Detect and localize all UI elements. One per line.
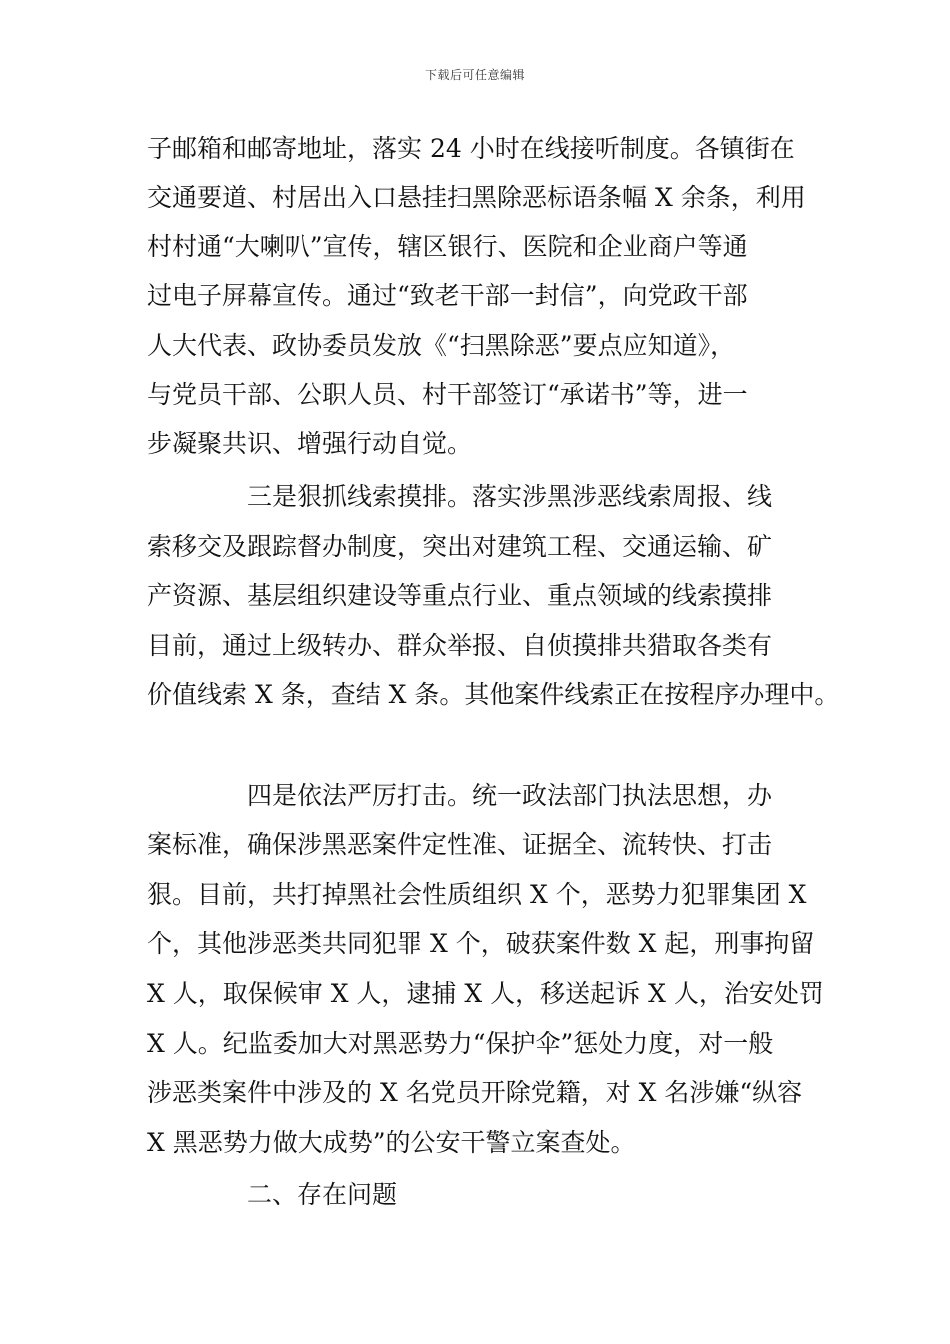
- text-line: 索移交及跟踪督办制度，突出对建筑工程、交通运输、矿: [147, 532, 773, 561]
- text-line: 狠。目前，共打掉黑社会性质组织 X 个，恶势力犯罪集团 X: [147, 880, 807, 909]
- text-line: 涉恶类案件中涉及的 X 名党员开除党籍，对 X 名涉嫌“纵容: [147, 1078, 803, 1107]
- paragraph-heading-line: 三是狠抓线索摸排。落实涉黑涉恶线索周报、线: [247, 482, 773, 511]
- text-line: X 人。纪监委加大对黑恶势力“保护伞”惩处力度，对一般: [147, 1029, 774, 1058]
- text-line: 价值线索 X 条，查结 X 条。其他案件线索正在按程序办理中。: [147, 680, 840, 709]
- text-line: 交通要道、村居出入口悬挂扫黑除恶标语条幅 X 余条，利用: [147, 183, 806, 212]
- paragraph-heading-line: 四是依法严厉打击。统一政法部门执法思想，办: [247, 781, 773, 810]
- text-line: 过电子屏幕宣传。通过“致老干部一封信”，向党政干部: [147, 281, 748, 310]
- page-header: 下载后可任意编辑: [424, 68, 525, 82]
- text-line: 案标准，确保涉黑恶案件定性准、证据全、流转快、打击: [147, 830, 773, 859]
- text-line: 步凝聚共识、增强行动自觉。: [147, 429, 473, 458]
- text-line: 人大代表、政协委员发放《“扫黑除恶”要点应知道》，: [147, 331, 736, 360]
- text-line: 目前，通过上级转办、群众举报、自侦摸排共猎取各类有: [147, 631, 773, 660]
- text-line: 村村通“大喇叭”宣传，辖区银行、医院和企业商户等通: [147, 232, 748, 261]
- text-line: X 黑恶势力做大成势”的公安干警立案查处。: [147, 1128, 636, 1157]
- text-line: X 人，取保候审 X 人，逮捕 X 人，移送起诉 X 人，治安处罚: [147, 979, 824, 1008]
- section-heading: 二、存在问题: [247, 1180, 398, 1209]
- text-line: 产资源、基层组织建设等重点行业、重点领域的线索摸排: [147, 581, 773, 610]
- text-line: 个，其他涉恶类共同犯罪 X 个，破获案件数 X 起，刑事拘留: [147, 929, 815, 958]
- text-line: 与党员干部、公职人员、村干部签订“承诺书”等，进一: [147, 380, 748, 409]
- text-line: 子邮箱和邮寄地址，落实 24 小时在线接听制度。各镇街在: [147, 134, 795, 163]
